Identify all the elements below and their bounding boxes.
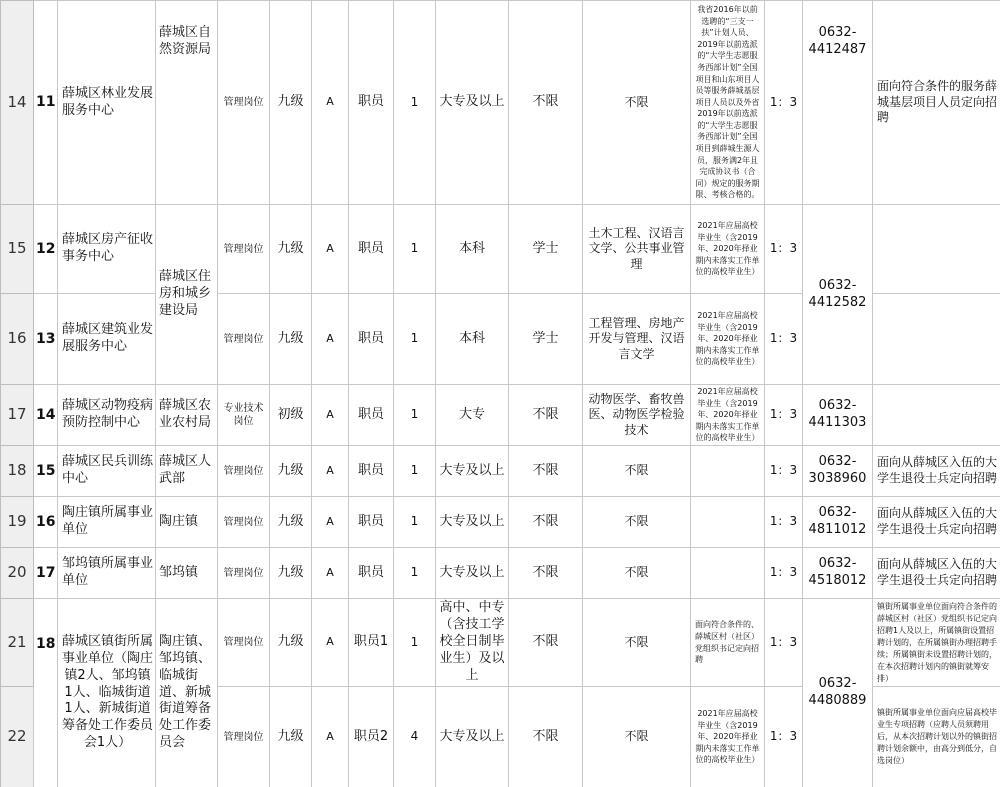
requirement-cell[interactable]: 我省2016年以前选聘的“三支一扶”计划人员、2019年以前选派的“大学生志愿服务西部计划”全国项目和山东项目人员等服务薛城基层项目人员以及外省2019年以前选派的“大学生志愿服务西部计划”全国项目到薛城生源人员，服务满2年且完成协议书（合同）规定的服务期限、考核合格的。 bbox=[691, 1, 765, 205]
table-row bbox=[1, 599, 1000, 687]
dept-cell[interactable]: 陶庄镇 bbox=[156, 497, 218, 548]
category-cell[interactable]: 管理岗位 bbox=[218, 497, 270, 548]
category-cell[interactable]: 专业技术岗位 bbox=[218, 385, 270, 446]
position-cell[interactable]: 职员 bbox=[349, 294, 394, 385]
education-cell[interactable]: 本科 bbox=[436, 294, 509, 385]
position-cell[interactable]: 职员 bbox=[349, 446, 394, 497]
count-cell[interactable]: 1 bbox=[394, 497, 436, 548]
ratio-cell[interactable]: 1：3 bbox=[765, 599, 803, 687]
seq-cell[interactable]: 11 bbox=[34, 1, 58, 205]
education-cell[interactable]: 大专及以上 bbox=[436, 1, 509, 205]
ratio-cell[interactable]: 1：3 bbox=[765, 548, 803, 599]
category-cell[interactable]: 管理岗位 bbox=[218, 548, 270, 599]
ratio-cell[interactable]: 1：3 bbox=[765, 497, 803, 548]
ab-cell[interactable]: A bbox=[312, 687, 349, 787]
table-row bbox=[1, 1, 1000, 205]
category-cell[interactable]: 管理岗位 bbox=[218, 599, 270, 687]
row-number[interactable]: 19 bbox=[1, 497, 34, 548]
grade-cell[interactable]: 九级 bbox=[270, 446, 312, 497]
major-cell[interactable]: 动物医学、畜牧兽医、动物医学检验技术 bbox=[583, 385, 691, 446]
dept-cell[interactable]: 薛城区人武部 bbox=[156, 446, 218, 497]
ab-cell[interactable]: A bbox=[312, 497, 349, 548]
dept-cell[interactable]: 薛城区住房和城乡建设局 bbox=[156, 205, 218, 385]
count-cell[interactable]: 4 bbox=[394, 687, 436, 787]
ratio-cell[interactable]: 1：3 bbox=[765, 1, 803, 205]
major-cell[interactable]: 不限 bbox=[583, 687, 691, 787]
dept-cell[interactable]: 陶庄镇、邹坞镇、临城街道、新城街道筹备处工作委员会 bbox=[156, 599, 218, 787]
ab-cell[interactable]: A bbox=[312, 294, 349, 385]
ab-cell[interactable]: A bbox=[312, 205, 349, 294]
seq-cell[interactable]: 12 bbox=[34, 205, 58, 294]
phone-cell[interactable]: 0632-4811012 bbox=[803, 497, 873, 548]
position-cell[interactable]: 职员2 bbox=[349, 687, 394, 787]
position-cell[interactable]: 职员1 bbox=[349, 599, 394, 687]
note-cell[interactable] bbox=[873, 294, 1000, 385]
unit-cell[interactable]: 薛城区民兵训练中心 bbox=[58, 446, 156, 497]
seq-cell[interactable]: 15 bbox=[34, 446, 58, 497]
note-cell[interactable]: 面向符合条件的服务薛城基层项目人员定向招聘 bbox=[873, 1, 1000, 205]
category-cell[interactable]: 管理岗位 bbox=[218, 205, 270, 294]
education-cell[interactable]: 大专及以上 bbox=[436, 446, 509, 497]
ratio-cell[interactable]: 1：3 bbox=[765, 294, 803, 385]
seq-cell[interactable]: 13 bbox=[34, 294, 58, 385]
count-cell[interactable]: 1 bbox=[394, 548, 436, 599]
major-cell[interactable]: 不限 bbox=[583, 497, 691, 548]
row-number[interactable]: 18 bbox=[1, 446, 34, 497]
table-row bbox=[1, 497, 1000, 548]
row-number[interactable]: 20 bbox=[1, 548, 34, 599]
grade-cell[interactable]: 九级 bbox=[270, 599, 312, 687]
major-cell[interactable]: 不限 bbox=[583, 1, 691, 205]
requirement-cell[interactable]: 面向符合条件的、薛城区村（社区）党组织书记定向招聘 bbox=[691, 599, 765, 687]
degree-cell[interactable]: 不限 bbox=[509, 599, 583, 687]
unit-cell[interactable]: 薛城区房产征收事务中心 bbox=[58, 205, 156, 294]
grade-cell[interactable]: 九级 bbox=[270, 205, 312, 294]
ab-cell[interactable]: A bbox=[312, 385, 349, 446]
degree-cell[interactable]: 不限 bbox=[509, 687, 583, 787]
requirement-cell[interactable]: 2021年应届高校毕业生（含2019年、2020年择业期内未落实工作单位的高校毕业生） bbox=[691, 385, 765, 446]
unit-cell[interactable]: 薛城区动物疫病预防控制中心 bbox=[58, 385, 156, 446]
table-row bbox=[1, 548, 1000, 599]
degree-cell[interactable]: 不限 bbox=[509, 446, 583, 497]
ratio-cell[interactable]: 1：3 bbox=[765, 687, 803, 787]
major-cell[interactable]: 不限 bbox=[583, 548, 691, 599]
position-cell[interactable]: 职员 bbox=[349, 385, 394, 446]
unit-cell[interactable]: 薛城区镇街所属事业单位（陶庄镇2人、邹坞镇1人、临城街道1人、新城街道筹备处工作委员会1人） bbox=[58, 599, 156, 787]
ab-cell[interactable]: A bbox=[312, 548, 349, 599]
unit-cell[interactable]: 邹坞镇所属事业单位 bbox=[58, 548, 156, 599]
degree-cell[interactable]: 不限 bbox=[509, 1, 583, 205]
unit-cell[interactable]: 薛城区建筑业发展服务中心 bbox=[58, 294, 156, 385]
phone-cell[interactable]: 0632-4518012 bbox=[803, 548, 873, 599]
ab-cell[interactable]: A bbox=[312, 599, 349, 687]
dept-cell[interactable]: 薛城区农业农村局 bbox=[156, 385, 218, 446]
education-cell[interactable]: 本科 bbox=[436, 205, 509, 294]
phone-cell[interactable]: 0632-4412582 bbox=[803, 205, 873, 385]
education-cell[interactable]: 大专及以上 bbox=[436, 687, 509, 787]
note-cell[interactable] bbox=[873, 205, 1000, 294]
note-cell[interactable]: 面向从薛城区入伍的大学生退役士兵定向招聘 bbox=[873, 497, 1000, 548]
phone-cell[interactable]: 0632-4480889 bbox=[803, 599, 873, 787]
ab-cell[interactable]: A bbox=[312, 1, 349, 205]
note-cell[interactable]: 面向从薛城区入伍的大学生退役士兵定向招聘 bbox=[873, 446, 1000, 497]
dept-cell[interactable]: 薛城区自然资源局 bbox=[156, 1, 218, 205]
row-number[interactable]: 21 bbox=[1, 599, 34, 687]
degree-cell[interactable]: 不限 bbox=[509, 548, 583, 599]
row-number[interactable]: 17 bbox=[1, 385, 34, 446]
table-row bbox=[1, 385, 1000, 446]
ratio-cell[interactable]: 1：3 bbox=[765, 205, 803, 294]
position-cell[interactable]: 职员 bbox=[349, 497, 394, 548]
major-cell[interactable]: 不限 bbox=[583, 446, 691, 497]
count-cell[interactable]: 1 bbox=[394, 294, 436, 385]
count-cell[interactable]: 1 bbox=[394, 446, 436, 497]
note-cell[interactable] bbox=[873, 385, 1000, 446]
note-cell[interactable]: 面向从薛城区入伍的大学生退役士兵定向招聘 bbox=[873, 548, 1000, 599]
requirement-cell[interactable]: 2021年应届高校毕业生（含2019年、2020年择业期内未落实工作单位的高校毕业生） bbox=[691, 205, 765, 294]
table-row bbox=[1, 205, 1000, 294]
count-cell[interactable]: 1 bbox=[394, 205, 436, 294]
major-cell[interactable]: 不限 bbox=[583, 599, 691, 687]
unit-cell[interactable]: 薛城区林业发展服务中心 bbox=[58, 1, 156, 205]
seq-cell[interactable]: 17 bbox=[34, 548, 58, 599]
row-number[interactable]: 16 bbox=[1, 294, 34, 385]
requirement-cell[interactable]: 2021年应届高校毕业生（含2019年、2020年择业期内未落实工作单位的高校毕业生） bbox=[691, 687, 765, 787]
table-row bbox=[1, 446, 1000, 497]
position-cell[interactable]: 职员 bbox=[349, 1, 394, 205]
requirement-cell[interactable] bbox=[691, 497, 765, 548]
degree-cell[interactable]: 不限 bbox=[509, 385, 583, 446]
grade-cell[interactable]: 初级 bbox=[270, 385, 312, 446]
row-number[interactable]: 14 bbox=[1, 1, 34, 205]
grade-cell[interactable]: 九级 bbox=[270, 687, 312, 787]
ratio-cell[interactable]: 1：3 bbox=[765, 446, 803, 497]
count-cell[interactable]: 1 bbox=[394, 599, 436, 687]
note-cell[interactable]: 镇街所属事业单位面向应届高校毕业生专项招聘（应聘人员须聘用后，从本次招聘计划以外的镇街招聘计划余额中，由高分到低分，自选岗位） bbox=[873, 687, 1000, 787]
note-cell[interactable]: 镇街所属事业单位面向符合条件的薛城区村（社区）党组织书记定向招聘1人及以上，所属镇街设置招聘计划的，在所属镇街办理招聘手续；所属镇街未设置招聘计划的，在本次招聘计划内的镇街就筹安排） bbox=[873, 599, 1000, 687]
grade-cell[interactable]: 九级 bbox=[270, 497, 312, 548]
requirement-cell[interactable]: 2021年应届高校毕业生（含2019年、2020年择业期内未落实工作单位的高校毕业生） bbox=[691, 294, 765, 385]
degree-cell[interactable]: 学士 bbox=[509, 205, 583, 294]
position-cell[interactable]: 职员 bbox=[349, 548, 394, 599]
major-cell[interactable]: 土木工程、汉语言文学、公共事业管理 bbox=[583, 205, 691, 294]
phone-cell[interactable]: 0632-4412487 bbox=[803, 1, 873, 205]
count-cell[interactable]: 1 bbox=[394, 385, 436, 446]
row-number[interactable]: 15 bbox=[1, 205, 34, 294]
grade-cell[interactable]: 九级 bbox=[270, 294, 312, 385]
category-cell[interactable]: 管理岗位 bbox=[218, 446, 270, 497]
position-cell[interactable]: 职员 bbox=[349, 205, 394, 294]
degree-cell[interactable]: 不限 bbox=[509, 497, 583, 548]
seq-cell[interactable]: 16 bbox=[34, 497, 58, 548]
ratio-cell[interactable]: 1：3 bbox=[765, 385, 803, 446]
row-number[interactable]: 22 bbox=[1, 687, 34, 787]
requirement-cell[interactable] bbox=[691, 446, 765, 497]
education-cell[interactable]: 大专及以上 bbox=[436, 548, 509, 599]
education-cell[interactable]: 大专 bbox=[436, 385, 509, 446]
category-cell[interactable]: 管理岗位 bbox=[218, 1, 270, 205]
seq-cell[interactable]: 18 bbox=[34, 599, 58, 787]
dept-cell[interactable]: 邹坞镇 bbox=[156, 548, 218, 599]
education-cell[interactable]: 大专及以上 bbox=[436, 497, 509, 548]
seq-cell[interactable]: 14 bbox=[34, 385, 58, 446]
category-cell[interactable]: 管理岗位 bbox=[218, 687, 270, 787]
grade-cell[interactable]: 九级 bbox=[270, 548, 312, 599]
education-cell[interactable]: 高中、中专（含技工学校全日制毕业生）及以上 bbox=[436, 599, 509, 687]
unit-cell[interactable]: 陶庄镇所属事业单位 bbox=[58, 497, 156, 548]
degree-cell[interactable]: 学士 bbox=[509, 294, 583, 385]
category-cell[interactable]: 管理岗位 bbox=[218, 294, 270, 385]
ab-cell[interactable]: A bbox=[312, 446, 349, 497]
requirement-cell[interactable] bbox=[691, 548, 765, 599]
phone-cell[interactable]: 0632-4411303 bbox=[803, 385, 873, 446]
count-cell[interactable]: 1 bbox=[394, 1, 436, 205]
phone-cell[interactable]: 0632-3038960 bbox=[803, 446, 873, 497]
major-cell[interactable]: 工程管理、房地产开发与管理、汉语言文学 bbox=[583, 294, 691, 385]
grade-cell[interactable]: 九级 bbox=[270, 1, 312, 205]
